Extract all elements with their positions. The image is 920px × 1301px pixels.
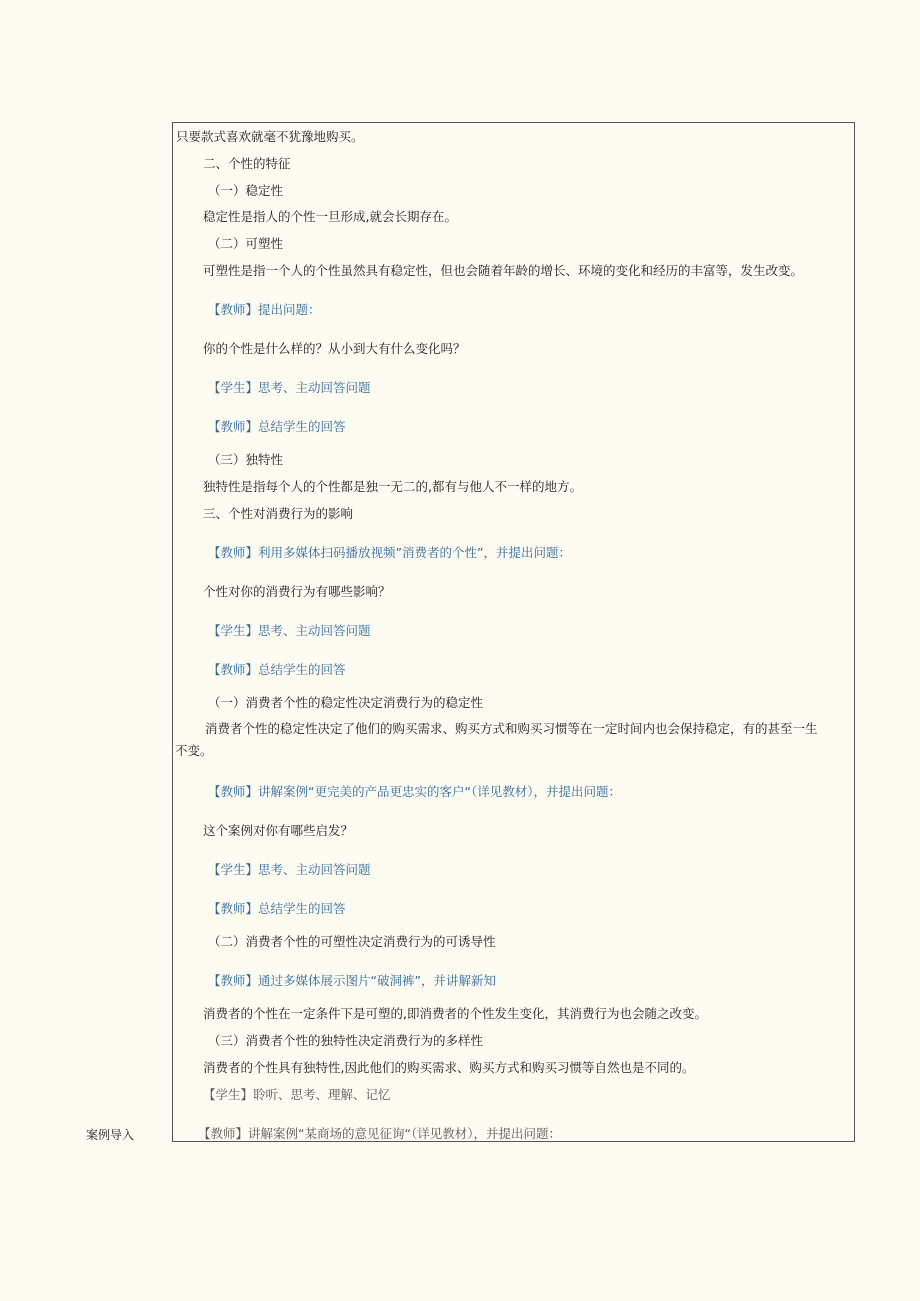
subsection-heading: （一）消费者个性的稳定性决定消费行为的稳定性	[208, 695, 484, 710]
text-line: 稳定性是指人的个性一旦形成,就会长期存在。	[203, 209, 457, 224]
section-label-case-intro: 案例导入	[86, 1128, 135, 1142]
subsection-heading: （三）独特性	[208, 452, 284, 467]
text-line: 可塑性是指一个人的个性虽然具有稳定性，但也会随着年龄的增长、环境的变化和经历的丰富等，发生改变。	[203, 263, 804, 278]
question-line: 这个案例对你有哪些启发？	[203, 823, 354, 838]
student-note: 【学生】思考、主动回答问题	[208, 862, 371, 877]
section-heading: 二、个性的特征	[203, 156, 291, 171]
teacher-note: 【教师】总结学生的回答	[208, 419, 346, 434]
teacher-note: 【教师】讲解案例“更完美的产品更忠实的客户“（详见教材），并提出问题：	[208, 784, 621, 799]
student-note: 【学生】思考、主动回答问题	[208, 380, 371, 395]
teacher-note: 【教师】提出问题：	[208, 302, 321, 317]
text-paragraph: 消费者个性的稳定性决定了他们的购买需求、购买方式和购买习惯等在一定时间内也会保持稳定，有的甚至一生不变。	[175, 721, 818, 758]
teacher-note: 【教师】讲解案例“某商场的意见征询“（详见教材），并提出问题：	[198, 1126, 561, 1141]
question-line: 你的个性是什么样的？从小到大有什么变化吗？	[203, 341, 466, 356]
teacher-note: 【教师】利用多媒体扫码播放视频”消费者的个性”，并提出问题：	[208, 545, 571, 560]
subsection-heading: （二）消费者个性的可塑性决定消费行为的可诱导性	[208, 934, 496, 949]
student-note: 【学生】聆听、思考、理解、记忆	[203, 1087, 391, 1102]
question-line: 个性对你的消费行为有哪些影响？	[203, 584, 391, 599]
text-line: 消费者的个性在一定条件下是可塑的,即消费者的个性发生变化，其消费行为也会随之改变。	[203, 1006, 707, 1021]
text-line: 消费者的个性具有独特性,因此他们的购买需求、购买方式和购买习惯等自然也是不同的。	[203, 1060, 695, 1075]
text-line: 独特性是指每个人的个性都是独一无二的,都有与他人不一样的地方。	[203, 479, 582, 494]
teacher-note: 【教师】总结学生的回答	[208, 662, 346, 677]
teacher-note: 【教师】总结学生的回答	[208, 901, 346, 916]
subsection-heading: （二）可塑性	[208, 236, 284, 251]
teacher-note: 【教师】通过多媒体展示图片“破洞裤”，并讲解新知	[208, 973, 496, 988]
subsection-heading: （三）消费者个性的独特性决定消费行为的多样性	[208, 1033, 484, 1048]
section-heading: 三、个性对消费行为的影响	[203, 506, 354, 521]
subsection-heading: （一）稳定性	[208, 183, 284, 198]
text-line: 只要款式喜欢就毫不犹豫地购买。	[176, 129, 364, 144]
student-note: 【学生】思考、主动回答问题	[208, 623, 371, 638]
